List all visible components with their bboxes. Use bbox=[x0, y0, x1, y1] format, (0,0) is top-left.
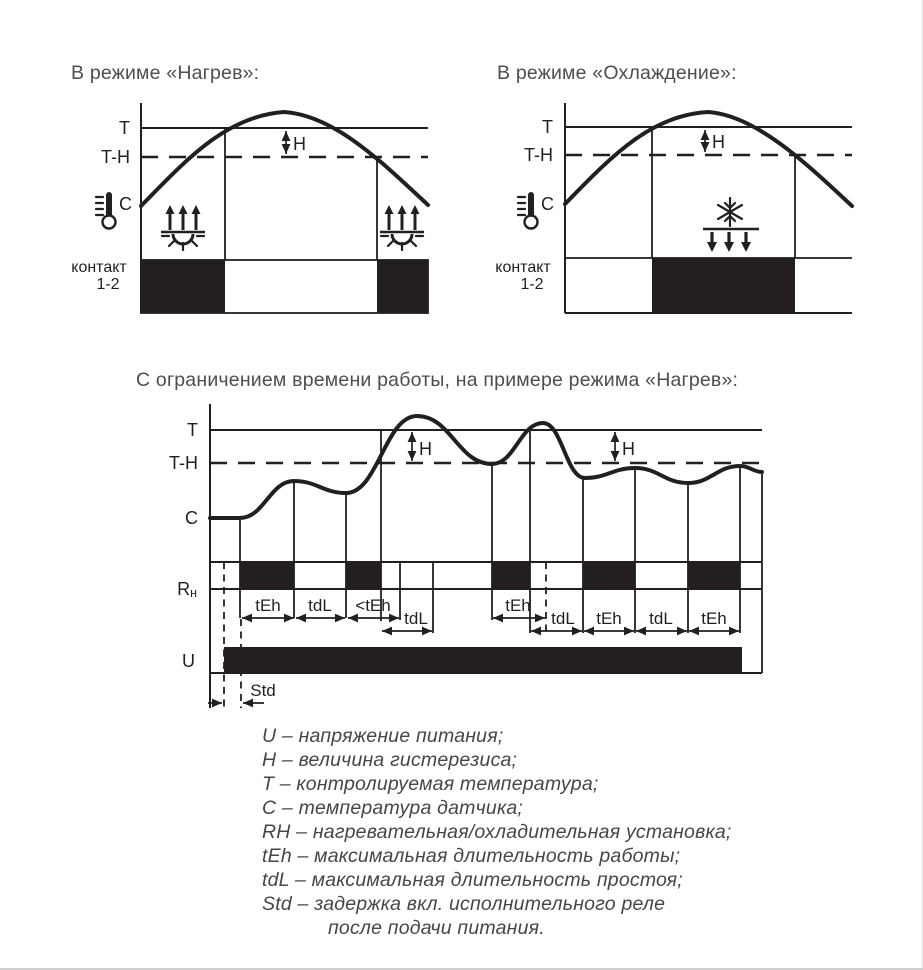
contact-on-segment bbox=[141, 260, 225, 313]
hysteresis-label: H bbox=[712, 132, 725, 152]
timing-label: tEh bbox=[596, 609, 622, 628]
timing-label: tEh bbox=[255, 596, 281, 615]
contact-pins-label: 1-2 bbox=[520, 276, 544, 293]
cooling-diagram bbox=[495, 103, 852, 313]
relay-on-bar bbox=[240, 562, 294, 589]
relay-on-bar bbox=[583, 562, 635, 589]
legend-line: U – напряжение питания; bbox=[262, 725, 504, 747]
timing-label: tdL bbox=[551, 609, 575, 628]
timing-label: tdL bbox=[308, 596, 332, 615]
timing-label: tEh bbox=[505, 596, 531, 615]
legend-line: Std – задержка вкл. исполнительного реле bbox=[262, 893, 666, 915]
heater-icon bbox=[161, 205, 205, 250]
legend-line: tdL – максимальная длительность простоя; bbox=[262, 869, 683, 891]
relay-label: Rн bbox=[177, 579, 197, 600]
thermometer-icon bbox=[96, 195, 116, 229]
contact-pins-label: 1-2 bbox=[96, 276, 120, 293]
sensor-label: C bbox=[119, 194, 132, 214]
legend-line: C – температура датчика; bbox=[262, 797, 524, 819]
thermometer-icon bbox=[518, 195, 538, 229]
sensor-label: C bbox=[185, 508, 198, 528]
temperature-curve bbox=[141, 112, 428, 206]
hysteresis-label: H bbox=[622, 439, 635, 459]
legend-line: H – величина гистерезиса; bbox=[262, 749, 518, 771]
heating-diagram bbox=[71, 103, 428, 313]
heating-title: В режиме «Нагрев»: bbox=[71, 62, 260, 84]
t-label: T bbox=[187, 420, 198, 440]
t-h-label: T-H bbox=[101, 147, 130, 167]
cooling-title: В режиме «Охлаждение»: bbox=[497, 62, 737, 84]
timed-diagram bbox=[169, 404, 762, 708]
std-label: Std bbox=[250, 681, 276, 700]
t-label: T bbox=[542, 117, 553, 137]
t-h-label: T-H bbox=[524, 145, 553, 165]
t-h-label: T-H bbox=[169, 453, 198, 473]
hysteresis-label: H bbox=[293, 134, 306, 154]
supply-on-bar bbox=[224, 647, 742, 672]
contact-on-segment bbox=[377, 260, 428, 313]
legend-line: RH – нагревательная/охладительная установка; bbox=[262, 821, 732, 843]
heater-icon bbox=[380, 205, 424, 250]
timing-label: <tEh bbox=[355, 596, 391, 615]
legend bbox=[262, 724, 732, 940]
hysteresis-label: H bbox=[419, 439, 432, 459]
legend-line: tEh – максимальная длительность работы; bbox=[262, 845, 681, 867]
timing-label: tdL bbox=[404, 609, 428, 628]
relay-on-bar bbox=[688, 562, 740, 589]
contact-label: контакт bbox=[71, 259, 127, 276]
supply-label: U bbox=[182, 651, 195, 671]
timing-label: tdL bbox=[649, 609, 673, 628]
sensor-label: C bbox=[541, 194, 554, 214]
legend-line: T – контролируемая температура; bbox=[262, 773, 599, 795]
legend-line: после подачи питания. bbox=[328, 917, 545, 939]
relay-on-bar bbox=[492, 562, 530, 589]
snowflake-icon bbox=[703, 198, 759, 252]
contact-label: контакт bbox=[495, 259, 551, 276]
temperature-curve bbox=[210, 416, 762, 518]
relay-on-bar bbox=[346, 562, 381, 589]
timing-label: tEh bbox=[701, 609, 727, 628]
timed-title: С ограничением времени работы, на примере режима «Нагрев»: bbox=[136, 369, 739, 391]
contact-on-segment bbox=[652, 258, 795, 313]
t-label: T bbox=[119, 118, 130, 138]
